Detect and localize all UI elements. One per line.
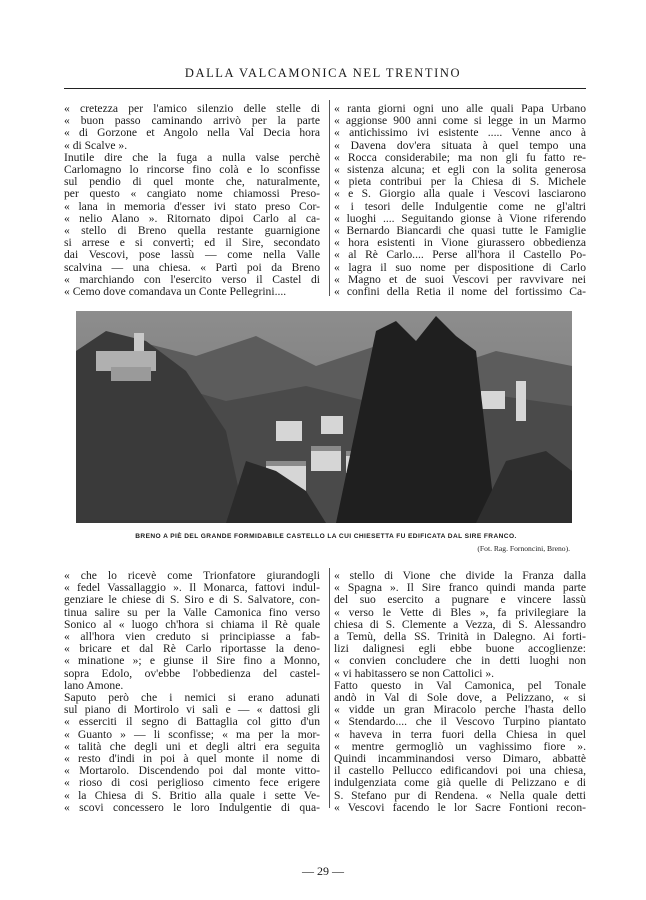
text-line: « e S. Giorgio alla quale i Vescovi lasciarono	[334, 188, 586, 201]
text-line: del suo esercito a pugnare e vincere lassù	[334, 594, 586, 607]
text-line: « convien concludere che in detti luoghi non	[334, 655, 586, 668]
photo-illustration	[76, 311, 572, 523]
text-line: « Bernardo Biancardi che quasi tutte le Famiglie	[334, 225, 586, 238]
text-line: « ranta giorni ogni uno alle quali Papa Urbano	[334, 103, 586, 115]
text-line: « Guanto » — li sconfisse; « ma per la mor-	[64, 728, 320, 741]
text-line: tinua salire su per la Valle Camonica fino verso	[64, 606, 320, 619]
text-line: sul piano di Mortirolo vi salì e — « dattosi gli	[64, 704, 320, 717]
text-line: « Magno et de suoi Vescovi per ravvivare nei	[334, 273, 586, 286]
text-line: S. Stefano pur di Rendena. « Nella quale detti	[334, 789, 586, 802]
photo-caption: BRENO A PIÈ DEL GRANDE FORMIDABILE CASTELLO LA CUI CHIESETTA FU EDIFICATA DAL SIRE FRANCO.	[135, 533, 517, 540]
upper-left-column	[64, 103, 320, 298]
text-line: « esserciti il segno di Battaglia col gitto d'un	[64, 716, 320, 729]
text-line: « fedel Vassallaggio ». Il Monarca, fattovi indul-	[64, 582, 320, 595]
text-line: sopra Edolo, ov'ebbe l'obbedienza del castel-	[64, 667, 320, 680]
text-line: il castello Pellucco edificandovi poi una chiesa,	[334, 765, 586, 778]
text-line: indulgenziata come già quelle di Pelizzano e di	[334, 777, 586, 790]
text-line: « hora esistenti in Vione giurassero obbedienza	[334, 237, 586, 250]
text-line: « lagra il suo nome per dispositione di Carlo	[334, 261, 586, 274]
text-line: « pieta contribui per la Chiesa di S. Michele	[334, 176, 586, 189]
text-line: « stello di Vione che divide la Franza dalla	[334, 570, 586, 582]
text-line: scalvina — una chiesa. « Partì poi da Breno	[64, 261, 320, 274]
text-line: « confini della Retia il nome del fortissimo Ca-	[334, 286, 586, 299]
text-line: « i tesori delle Indulgentie come ne gl'altri	[334, 200, 586, 213]
text-line: « Vescovi facendo le lor Sacre Fontioni recon-	[334, 801, 586, 814]
text-line: « vidde un gran Miracolo perche l'hasta dello	[334, 704, 586, 717]
text-line: « rioso di cosi periglioso cimento fece erigere	[64, 777, 320, 790]
text-line: « vi habitassero se non Cattolici ».	[334, 667, 495, 680]
text-line: « che lo ricevè come Trionfatore giurandogli	[64, 570, 320, 582]
text-line: « al Rè Carlo.... Perse all'hora il Castello Po-	[334, 249, 586, 262]
text-line: « buon passo caminando arrivò per la parte	[64, 115, 320, 128]
text-line: « scovi concessero le loro Indulgentie di qua-	[64, 801, 320, 814]
text-line: « cretezza per l'amico silenzio delle stelle di	[64, 103, 320, 115]
text-line: « Davena dov'era situata à quel tempo una	[334, 139, 586, 152]
text-line: si arrese e si convertì; ed il Sire, secondato	[64, 237, 320, 250]
text-line: « mentre germogliò un vaghissimo fiore ».	[334, 740, 586, 753]
text-line: « marchiando con l'esercito verso il Castel di	[64, 273, 320, 286]
running-head: DALLA VALCAMONICA NEL TRENTINO	[184, 66, 462, 80]
text-line: « lana in memoria d'esser ivi stato preso Cor-	[64, 200, 320, 213]
text-line: chiesa di S. Clemente a Vezza, di S. Alessandro	[334, 618, 586, 631]
text-line: « stello di Breno quella restante guarnigione	[64, 225, 320, 238]
text-line: « resto d'indi in poi à quel monte il nome di	[64, 753, 320, 766]
text-line: « luoghi .... Seguitando gionse à Vione riferendo	[334, 212, 586, 225]
header-rule	[64, 88, 586, 89]
text-line: Inutile dire che la fuga a nulla valse perchè	[64, 151, 320, 164]
text-line: lano Amone.	[64, 679, 124, 692]
photograph-breno-castle	[76, 311, 572, 523]
column-divider	[329, 568, 330, 808]
text-line: sul pendio di quel monte che, naturalmente,	[64, 176, 320, 189]
text-line: Quindi incamminandosi verso Dimaro, abbattè	[334, 753, 586, 766]
text-line: Carlomagno lo rincorse fino colà e lo sconfisse	[64, 164, 320, 177]
text-line: andò in Val di Sole dove, a Pelizzano, « si	[334, 692, 586, 705]
text-line: « Stendardo.... che il Vescovo Turpino piantato	[334, 716, 586, 729]
text-line: lizi dalignesi egli ebbe buone accoglienze:	[334, 643, 586, 656]
text-line: « bricare et dal Rè Carlo riportasse la deno-	[64, 643, 320, 656]
text-line: « antichissimo ivi esistente ..... Venne anco à	[334, 127, 586, 140]
text-line: genziare le chiese di S. Siro e di S. Salvatore, con-	[64, 594, 320, 607]
text-line: « minatione »; e giunse il Sire fino a Monno,	[64, 655, 320, 668]
upper-right-column	[334, 103, 586, 298]
text-line: « nelio Alano ». Ritornato dipoi Carlo al ca-	[64, 212, 320, 225]
lower-left-column	[64, 570, 320, 814]
text-line: « verso le Vette di Bles », fa privilegiare la	[334, 606, 586, 619]
column-divider	[329, 100, 330, 296]
text-line: « di Gorzone et Angolo nella Val Decia hora	[64, 127, 320, 140]
lower-right-column	[334, 570, 586, 814]
text-line: « la Chiesa di S. Britio alla quale i sette Ve-	[64, 789, 320, 802]
text-line: « Mortarolo. Discendendo poi dal monte vitto-	[64, 765, 320, 778]
text-line: « Rocca considerabile; ma non gli fu fatto re-	[334, 151, 586, 164]
text-line: « talità che degli uni et degli altri era seguita	[64, 740, 320, 753]
text-line: « Spagna ». Il Sire franco quindi manda parte	[334, 582, 586, 595]
text-line: Saputo però che i nemici si erano adunati	[64, 692, 320, 705]
text-line: Sonico al « luogo ch'hora si chiama il Rè quale	[64, 618, 320, 631]
text-line: « Cemo dove comandava un Conte Pellegrini....	[64, 286, 287, 299]
photo-credit: (Fot. Rag. Fornoncini, Breno).	[477, 544, 570, 553]
page-number: — 29 —	[302, 864, 344, 878]
text-line: a Temù, della SS. Trinità in Dalegno. Ai forti-	[334, 631, 586, 644]
text-line: « di Scalve ».	[64, 139, 128, 152]
text-line: « sistenza alcuna; et egli con la solita generosa	[334, 164, 586, 177]
text-line: « haveva in terra fuori della Chiesa in quel	[334, 728, 586, 741]
text-line: dai Vescovi, pose lassù — come nella Valle	[64, 249, 320, 262]
text-line: per questo « cangiato nome chiamossi Preso-	[64, 188, 320, 201]
text-line: Fatto questo in Val Camonica, pel Tonale	[334, 679, 586, 692]
text-line: « aggionse 900 anni come si legge in un Marmo	[334, 115, 586, 128]
text-line: « all'hora vien creduto si principiasse a fab-	[64, 631, 320, 644]
